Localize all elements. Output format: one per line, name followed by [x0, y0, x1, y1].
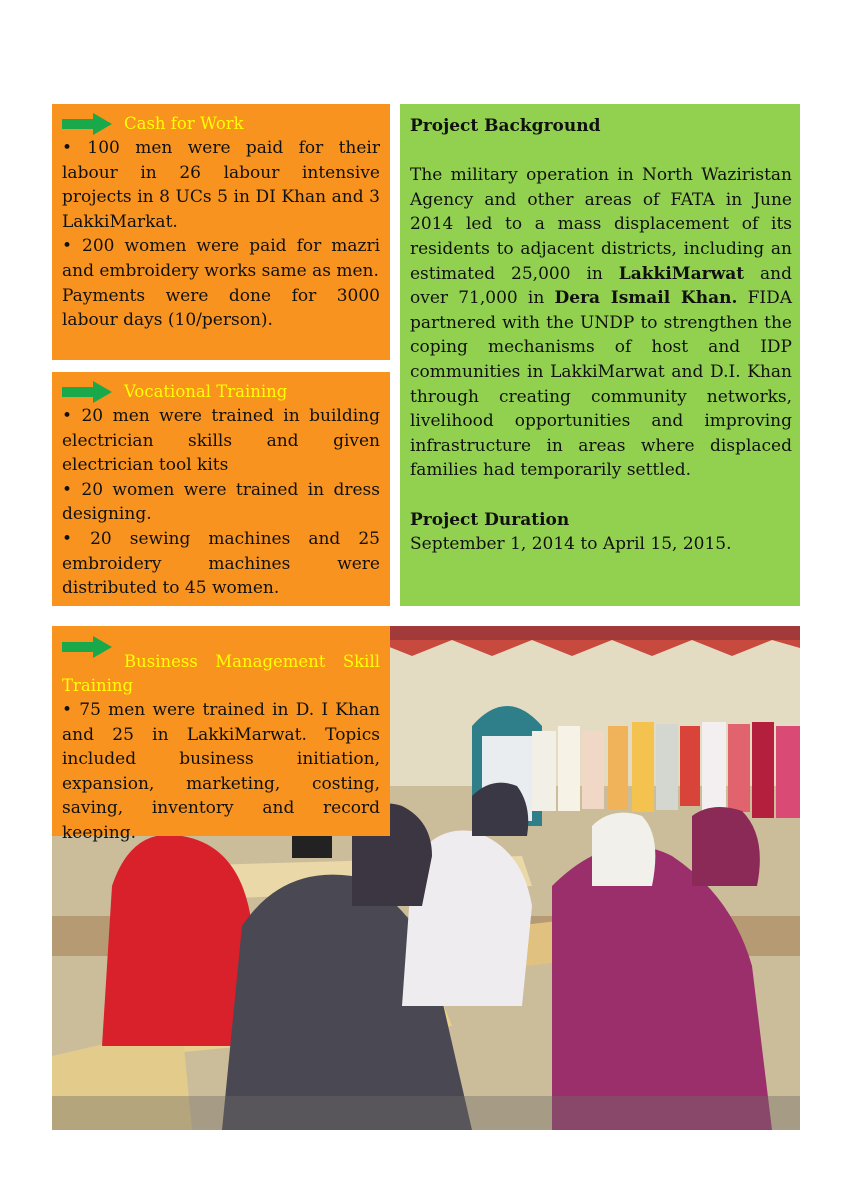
green-arrow-icon — [62, 381, 112, 403]
vocational-training-bullet-2: • 20 women were trained in dress designing. — [62, 478, 380, 527]
dera-ismail-khan-bold: Dera Ismail Khan. — [554, 288, 738, 309]
business-training-heading: Business Management Skill Training — [62, 652, 380, 695]
cash-for-work-box — [52, 104, 390, 360]
vocational-training-heading: Vocational Training — [124, 382, 288, 401]
green-arrow-icon — [62, 113, 112, 135]
vocational-training-box — [52, 372, 390, 606]
green-arrow-icon — [62, 636, 112, 658]
vocational-training-header — [62, 380, 380, 404]
cash-for-work-header — [62, 112, 380, 136]
cash-for-work-bullet-1: • 100 men were paid for their labour in 26 labour intensive projects in 8 UCs 5 in DI Khan and 3 LakkiMarkat. — [62, 136, 380, 234]
project-background-text: The military operation in North Waziristan Agency and other areas of FATA in June 2014 led to a mass displacement of its residents to adjacent districts, including an estimated 25,000 in LakkiMarwat and over 71,000 in Dera Ismail Khan. FIDA partnered with the UNDP to strengthen the coping mechanisms of host and IDP communities in LakkiMarwat and D.I. Khan through creating community networks, livelihood opportunities and improving infrastructure in areas where displaced families had temporarily settled. — [410, 165, 792, 481]
project-background-heading: Project Background — [410, 116, 601, 136]
vocational-training-bullet-1: • 20 men were trained in building electrician skills and given electrician tool kits — [62, 404, 380, 478]
project-background-box — [400, 104, 800, 606]
lakki-marwat-bold: LakkiMarwat — [618, 263, 745, 284]
cash-for-work-bullet-2: • 200 women were paid for mazri and embroidery works same as men. — [62, 234, 380, 283]
project-duration-text: September 1, 2014 to April 15, 2015. — [410, 534, 732, 555]
vocational-training-bullet-3: • 20 sewing machines and 25 embroidery machines were distributed to 45 women. — [62, 527, 380, 601]
business-training-bullet-1: • 75 men were trained in D. I Khan and 25 in LakkiMarwat. Topics included business initiation, expansion, marketing, costing, saving, inventory and record keeping. — [62, 698, 380, 846]
cash-for-work-note: Payments were done for 3000 labour days (10/person). — [62, 285, 380, 331]
business-training-box — [52, 626, 390, 843]
cash-for-work-heading: Cash for Work — [124, 114, 244, 133]
project-duration-heading: Project Duration — [410, 509, 570, 530]
